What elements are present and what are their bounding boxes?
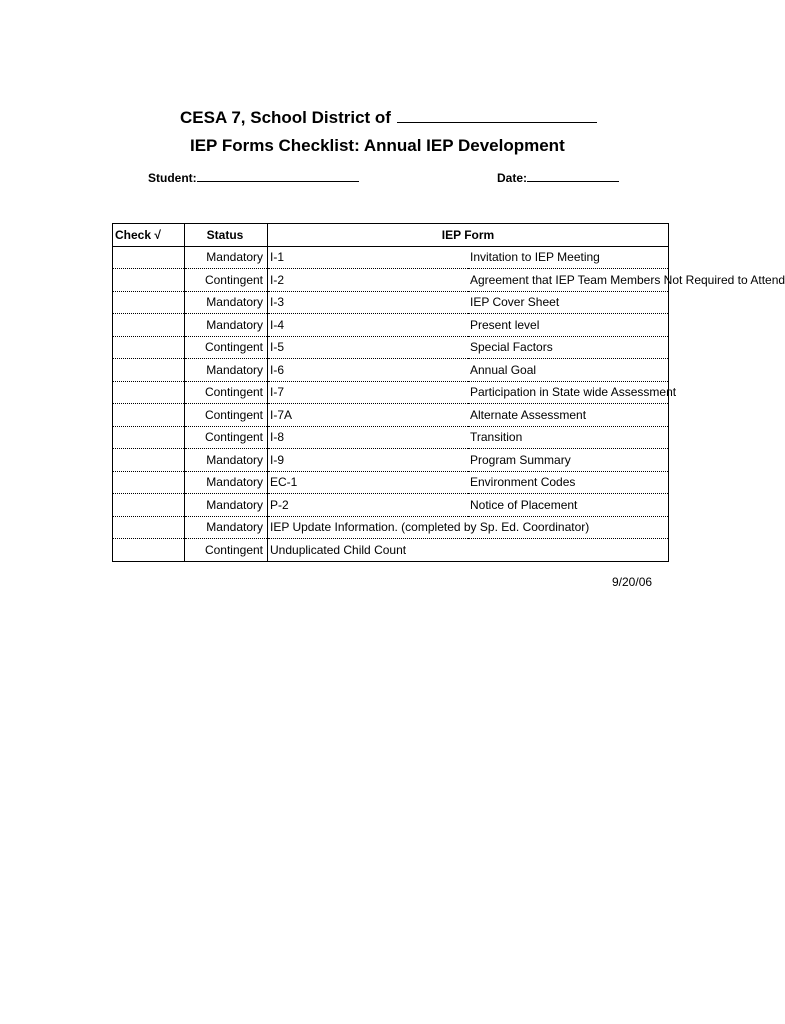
table-row (113, 539, 669, 562)
check-cell[interactable] (113, 291, 185, 314)
check-cell[interactable] (113, 381, 185, 404)
status-cell: Contingent (185, 404, 268, 427)
check-cell[interactable] (113, 494, 185, 517)
check-cell[interactable] (113, 516, 185, 539)
form-code-cell: I-9 (268, 449, 469, 472)
check-column-header: Check √ (113, 224, 185, 247)
check-cell[interactable] (113, 404, 185, 427)
iep-form-column-header: IEP Form (268, 224, 669, 247)
table-row (113, 336, 669, 359)
status-cell: Mandatory (185, 471, 268, 494)
check-cell[interactable] (113, 359, 185, 382)
status-cell: Mandatory (185, 516, 268, 539)
form-name-cell: Annual Goal (468, 359, 669, 382)
form-name-cell: Alternate Assessment (468, 404, 669, 427)
revision-date: 9/20/06 (612, 575, 653, 589)
form-name-cell: Notice of Placement (468, 494, 669, 517)
form-name-cell: Transition (468, 426, 669, 449)
date-label: Date: (497, 171, 528, 185)
date-blank[interactable] (527, 170, 619, 182)
iep-forms-checklist-table (112, 223, 785, 562)
school-district-blank[interactable] (397, 108, 597, 123)
form-name-cell: Participation in State wide Assessment (468, 381, 669, 404)
student-label: Student: (148, 171, 197, 185)
form-code-cell: I-5 (268, 336, 469, 359)
table-row (113, 449, 669, 472)
check-cell[interactable] (113, 471, 185, 494)
status-cell: Mandatory (185, 449, 268, 472)
form-code-cell: I-2 (268, 269, 469, 292)
student-blank[interactable] (197, 170, 359, 182)
table-row (113, 494, 669, 517)
check-cell[interactable] (113, 539, 185, 562)
check-cell[interactable] (113, 246, 185, 269)
form-name-cell: Invitation to IEP Meeting (468, 246, 669, 269)
form-name-cell: Special Factors (468, 336, 669, 359)
status-cell: Mandatory (185, 246, 268, 269)
check-cell[interactable] (113, 269, 185, 292)
form-code-cell: I-7A (268, 404, 469, 427)
check-cell[interactable] (113, 336, 185, 359)
table-row (113, 381, 669, 404)
form-name-cell: Agreement that IEP Team Members Not Required to Attend (468, 269, 669, 292)
table-row (113, 359, 669, 382)
form-code-cell: P-2 (268, 494, 469, 517)
form-code-cell: I-1 (268, 246, 469, 269)
check-cell[interactable] (113, 426, 185, 449)
table-header-row (113, 224, 669, 247)
form-name-cell: Program Summary (468, 449, 669, 472)
form-code-cell: EC-1 (268, 471, 469, 494)
status-cell: Mandatory (185, 494, 268, 517)
check-cell[interactable] (113, 449, 185, 472)
status-cell: Contingent (185, 381, 268, 404)
document-title (180, 108, 597, 128)
table-row (113, 426, 669, 449)
status-cell: Mandatory (185, 291, 268, 314)
form-name-cell: Unduplicated Child Count (268, 539, 669, 562)
status-cell: Contingent (185, 426, 268, 449)
check-cell[interactable] (113, 314, 185, 337)
table-row (113, 471, 669, 494)
table-row (113, 269, 669, 292)
form-code-cell: I-4 (268, 314, 469, 337)
status-cell: Contingent (185, 336, 268, 359)
form-code-cell: I-7 (268, 381, 469, 404)
status-cell: Contingent (185, 269, 268, 292)
status-cell: Contingent (185, 539, 268, 562)
title-text: CESA 7, School District of (180, 108, 391, 127)
status-column-header: Status (185, 224, 268, 247)
form-code-cell: I-6 (268, 359, 469, 382)
form-code-cell: I-8 (268, 426, 469, 449)
table-body (113, 246, 785, 561)
form-code-cell: I-3 (268, 291, 469, 314)
status-cell: Mandatory (185, 359, 268, 382)
table-row (113, 246, 669, 269)
table-row (113, 516, 669, 539)
form-name-cell: IEP Update Information. (completed by Sp. Ed. Coordinator) (268, 516, 669, 539)
table-row (113, 314, 669, 337)
student-field (148, 170, 359, 185)
form-name-cell: IEP Cover Sheet (468, 291, 669, 314)
status-cell: Mandatory (185, 314, 268, 337)
form-name-cell: Present level (468, 314, 669, 337)
table-row (113, 291, 669, 314)
document-subtitle: IEP Forms Checklist: Annual IEP Development (190, 136, 565, 155)
form-name-cell: Environment Codes (468, 471, 669, 494)
date-field (497, 170, 619, 185)
table-row (113, 404, 669, 427)
